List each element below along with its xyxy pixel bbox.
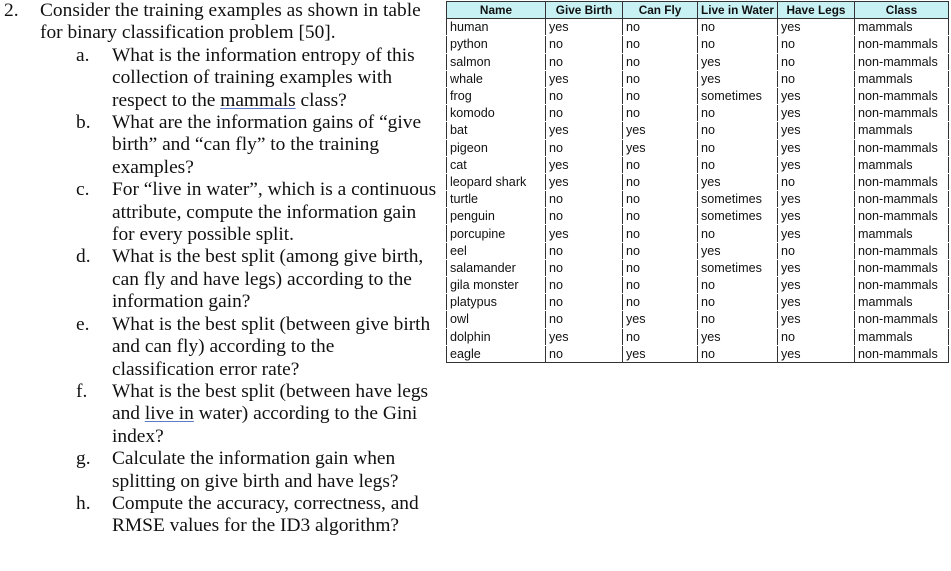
question-part-text: What is the best split (between give birth and can fly) according to the classification error rate? bbox=[112, 313, 431, 380]
cell-live-in-water: no bbox=[698, 294, 778, 311]
cell-can-fly: no bbox=[623, 328, 698, 345]
cell-give-birth: no bbox=[546, 277, 623, 294]
cell-have-legs: yes bbox=[777, 87, 854, 104]
cell-class: non-mammals bbox=[854, 345, 948, 362]
question-part bbox=[0, 179, 440, 246]
table-row bbox=[447, 225, 949, 242]
question-part bbox=[0, 448, 440, 493]
cell-live-in-water: no bbox=[698, 105, 778, 122]
cell-name: leopard shark bbox=[447, 173, 546, 190]
cell-class: mammals bbox=[854, 122, 948, 139]
cell-live-in-water: no bbox=[698, 225, 778, 242]
cell-can-fly: no bbox=[623, 53, 698, 70]
question-part-text: Compute the accuracy, correctness, and RMSE values for the ID3 algorithm? bbox=[112, 492, 419, 537]
question-part-letter: b. bbox=[76, 112, 91, 134]
cell-have-legs: no bbox=[777, 36, 854, 53]
cell-can-fly: no bbox=[623, 36, 698, 53]
cell-name: python bbox=[447, 36, 546, 53]
cell-can-fly: no bbox=[623, 294, 698, 311]
cell-name: eagle bbox=[447, 345, 546, 362]
cell-name: frog bbox=[447, 87, 546, 104]
question-part-text: What is the information entropy of this collection of training examples with respect to the bbox=[112, 44, 415, 111]
question-part-text: What are the information gains of “give birth” and “can fly” to the training examples? bbox=[112, 112, 422, 178]
cell-give-birth: no bbox=[546, 87, 623, 104]
cell-live-in-water: sometimes bbox=[698, 259, 778, 276]
column-header-give-birth: Give Birth bbox=[546, 2, 623, 19]
table-row bbox=[447, 87, 949, 104]
cell-live-in-water: yes bbox=[698, 70, 778, 87]
table-row bbox=[447, 36, 949, 53]
cell-have-legs: yes bbox=[777, 122, 854, 139]
question-part-letter: f. bbox=[76, 380, 88, 402]
cell-have-legs: yes bbox=[777, 139, 854, 156]
column-header-name: Name bbox=[447, 2, 546, 19]
cell-give-birth: yes bbox=[546, 70, 623, 87]
question-part bbox=[0, 45, 440, 112]
question-part-letter: c. bbox=[76, 179, 90, 201]
cell-name: porcupine bbox=[447, 225, 546, 242]
question-part-text: Calculate the information gain when splitting on give birth and have legs? bbox=[112, 448, 399, 492]
cell-class: mammals bbox=[854, 19, 948, 36]
cell-class: mammals bbox=[854, 294, 948, 311]
cell-give-birth: no bbox=[546, 311, 623, 328]
question-part bbox=[0, 246, 440, 313]
cell-name: whale bbox=[447, 70, 546, 87]
question-part-text: For “live in water”, which is a continuous attribute, compute the information gain for every possible split. bbox=[112, 179, 437, 246]
table-row bbox=[447, 277, 949, 294]
cell-class: non-mammals bbox=[854, 173, 948, 190]
cell-can-fly: yes bbox=[623, 345, 698, 362]
cell-class: non-mammals bbox=[854, 208, 948, 225]
question-part-letter: g. bbox=[76, 448, 91, 470]
cell-name: turtle bbox=[447, 191, 546, 208]
question-prompt: Consider the training examples as shown in table for binary classification problem [50]. bbox=[40, 0, 421, 44]
cell-class: non-mammals bbox=[854, 105, 948, 122]
cell-live-in-water: sometimes bbox=[698, 191, 778, 208]
cell-can-fly: no bbox=[623, 156, 698, 173]
cell-class: non-mammals bbox=[854, 277, 948, 294]
cell-can-fly: no bbox=[623, 242, 698, 259]
cell-give-birth: yes bbox=[546, 19, 623, 36]
cell-give-birth: yes bbox=[546, 225, 623, 242]
cell-live-in-water: no bbox=[698, 311, 778, 328]
cell-class: mammals bbox=[854, 328, 948, 345]
cell-live-in-water: no bbox=[698, 36, 778, 53]
question-part-letter: d. bbox=[76, 246, 91, 268]
table-header-row bbox=[447, 2, 949, 19]
question-part bbox=[0, 314, 440, 381]
cell-have-legs: yes bbox=[777, 277, 854, 294]
cell-can-fly: no bbox=[623, 225, 698, 242]
cell-give-birth: yes bbox=[546, 122, 623, 139]
cell-class: mammals bbox=[854, 70, 948, 87]
question-number: 2. bbox=[4, 0, 19, 21]
cell-can-fly: no bbox=[623, 191, 698, 208]
cell-live-in-water: no bbox=[698, 156, 778, 173]
cell-give-birth: no bbox=[546, 345, 623, 362]
table-row bbox=[447, 345, 949, 362]
cell-can-fly: no bbox=[623, 19, 698, 36]
question-part-letter: e. bbox=[76, 313, 90, 335]
table-row bbox=[447, 259, 949, 276]
cell-name: gila monster bbox=[447, 277, 546, 294]
cell-class: mammals bbox=[854, 156, 948, 173]
question-block bbox=[0, 0, 440, 538]
question-part-letter: a. bbox=[76, 44, 90, 66]
cell-have-legs: no bbox=[777, 70, 854, 87]
question-parts bbox=[0, 45, 440, 538]
cell-live-in-water: no bbox=[698, 345, 778, 362]
cell-can-fly: yes bbox=[623, 122, 698, 139]
question-part bbox=[0, 381, 440, 448]
cell-class: non-mammals bbox=[854, 87, 948, 104]
cell-name: owl bbox=[447, 311, 546, 328]
cell-give-birth: no bbox=[546, 208, 623, 225]
cell-have-legs: no bbox=[777, 173, 854, 190]
cell-name: human bbox=[447, 19, 546, 36]
cell-class: non-mammals bbox=[854, 242, 948, 259]
table-row bbox=[447, 70, 949, 87]
cell-have-legs: yes bbox=[777, 259, 854, 276]
cell-can-fly: yes bbox=[623, 139, 698, 156]
column-header-can-fly: Can Fly bbox=[623, 2, 698, 19]
cell-give-birth: yes bbox=[546, 173, 623, 190]
cell-have-legs: no bbox=[777, 328, 854, 345]
cell-give-birth: no bbox=[546, 36, 623, 53]
cell-can-fly: no bbox=[623, 208, 698, 225]
underlined-term: mammals bbox=[220, 89, 296, 111]
cell-class: non-mammals bbox=[854, 259, 948, 276]
cell-give-birth: no bbox=[546, 294, 623, 311]
cell-name: eel bbox=[447, 242, 546, 259]
cell-name: dolphin bbox=[447, 328, 546, 345]
cell-have-legs: yes bbox=[777, 345, 854, 362]
cell-live-in-water: no bbox=[698, 277, 778, 294]
cell-class: non-mammals bbox=[854, 53, 948, 70]
cell-class: non-mammals bbox=[854, 311, 948, 328]
question-header bbox=[0, 0, 440, 45]
cell-have-legs: no bbox=[777, 53, 854, 70]
cell-name: penguin bbox=[447, 208, 546, 225]
cell-have-legs: yes bbox=[777, 156, 854, 173]
underlined-term: live in bbox=[144, 403, 194, 425]
table-row bbox=[447, 328, 949, 345]
cell-name: cat bbox=[447, 156, 546, 173]
cell-give-birth: no bbox=[546, 139, 623, 156]
cell-name: salamander bbox=[447, 259, 546, 276]
cell-name: salmon bbox=[447, 53, 546, 70]
table-body bbox=[447, 19, 949, 363]
cell-give-birth: no bbox=[546, 105, 623, 122]
cell-have-legs: yes bbox=[777, 105, 854, 122]
training-examples-table bbox=[446, 1, 949, 363]
question-part bbox=[0, 112, 440, 179]
table-row bbox=[447, 19, 949, 36]
cell-give-birth: no bbox=[546, 259, 623, 276]
cell-class: non-mammals bbox=[854, 139, 948, 156]
question-part-text: class? bbox=[295, 89, 347, 111]
table-row bbox=[447, 105, 949, 122]
cell-have-legs: yes bbox=[777, 225, 854, 242]
table-row bbox=[447, 208, 949, 225]
column-header-class: Class bbox=[854, 2, 948, 19]
cell-have-legs: yes bbox=[777, 191, 854, 208]
cell-can-fly: no bbox=[623, 277, 698, 294]
cell-give-birth: no bbox=[546, 191, 623, 208]
cell-have-legs: yes bbox=[777, 294, 854, 311]
cell-live-in-water: yes bbox=[698, 242, 778, 259]
table-row bbox=[447, 122, 949, 139]
cell-give-birth: no bbox=[546, 242, 623, 259]
cell-name: komodo bbox=[447, 105, 546, 122]
cell-live-in-water: sometimes bbox=[698, 87, 778, 104]
question-part bbox=[0, 493, 440, 538]
cell-live-in-water: yes bbox=[698, 53, 778, 70]
question-part-text: water) according to the Gini index? bbox=[112, 403, 418, 447]
cell-can-fly: no bbox=[623, 87, 698, 104]
question-part-text: What is the best split (among give birth, can fly and have legs) according to the information gain? bbox=[112, 246, 424, 313]
cell-can-fly: no bbox=[623, 173, 698, 190]
table-row bbox=[447, 156, 949, 173]
table-row bbox=[447, 139, 949, 156]
cell-live-in-water: no bbox=[698, 122, 778, 139]
question-part-letter: h. bbox=[76, 492, 91, 514]
cell-have-legs: no bbox=[777, 242, 854, 259]
cell-name: bat bbox=[447, 122, 546, 139]
cell-live-in-water: yes bbox=[698, 173, 778, 190]
cell-can-fly: no bbox=[623, 105, 698, 122]
cell-can-fly: no bbox=[623, 70, 698, 87]
column-header-have-legs: Have Legs bbox=[777, 2, 854, 19]
cell-live-in-water: yes bbox=[698, 328, 778, 345]
cell-can-fly: yes bbox=[623, 311, 698, 328]
question-part-text: What is the best split (between have legs and bbox=[112, 380, 429, 425]
table-row bbox=[447, 294, 949, 311]
cell-name: pigeon bbox=[447, 139, 546, 156]
cell-give-birth: yes bbox=[546, 156, 623, 173]
cell-live-in-water: no bbox=[698, 139, 778, 156]
cell-live-in-water: no bbox=[698, 19, 778, 36]
column-header-live-in-water: Live in Water bbox=[698, 2, 778, 19]
cell-class: non-mammals bbox=[854, 191, 948, 208]
cell-have-legs: yes bbox=[777, 208, 854, 225]
table-row bbox=[447, 242, 949, 259]
table-row bbox=[447, 53, 949, 70]
table-row bbox=[447, 173, 949, 190]
cell-give-birth: no bbox=[546, 53, 623, 70]
table-row bbox=[447, 191, 949, 208]
cell-live-in-water: sometimes bbox=[698, 208, 778, 225]
cell-class: mammals bbox=[854, 225, 948, 242]
cell-give-birth: yes bbox=[546, 328, 623, 345]
cell-can-fly: no bbox=[623, 259, 698, 276]
cell-class: non-mammals bbox=[854, 36, 948, 53]
table-row bbox=[447, 311, 949, 328]
cell-name: platypus bbox=[447, 294, 546, 311]
cell-have-legs: yes bbox=[777, 311, 854, 328]
cell-have-legs: yes bbox=[777, 19, 854, 36]
